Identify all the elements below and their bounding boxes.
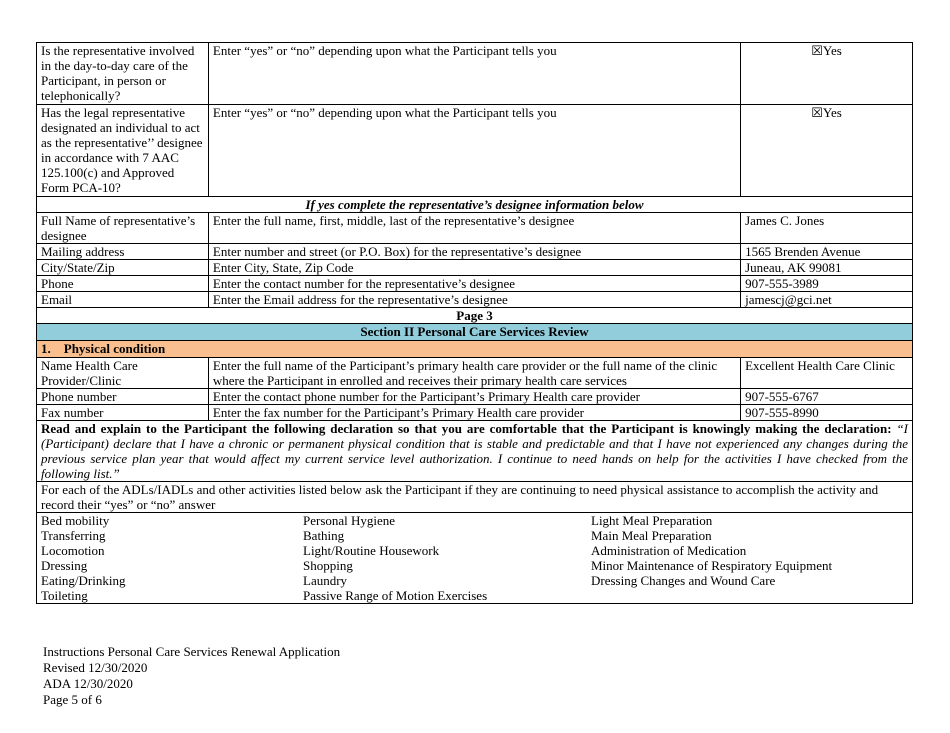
designee-label-name: Full Name of representative’s designee [37, 213, 209, 244]
table-row [37, 405, 913, 421]
health-label-phone: Phone number [37, 389, 209, 405]
designee-instruction-city: Enter City, State, Zip Code [208, 260, 740, 276]
list-item[interactable]: Light Meal Preparation [591, 513, 713, 528]
activities-column-2 [303, 513, 487, 603]
list-item[interactable]: Main Meal Preparation [591, 528, 712, 543]
list-item[interactable]: Dressing Changes and Wound Care [591, 573, 776, 588]
list-item[interactable]: Laundry [303, 573, 348, 588]
renewal-form-table [36, 42, 913, 604]
designee-value-city[interactable]: Juneau, AK 99081 [741, 260, 913, 276]
designee-label-email: Email [37, 292, 209, 308]
designee-label-city: City/State/Zip [37, 260, 209, 276]
designee-instruction-name: Enter the full name, first, middle, last of the representative’s designee [208, 213, 740, 244]
list-item[interactable]: Dressing [41, 558, 88, 573]
declaration-quote: “I (Participant) declare that I have a chronic or permanent physical condition that is stable and predictable and that I have not experienced any changes during the previous service plan year that would affect my current service level authorization. I continue to need hands on help for the activities I have checked from the following list.” [41, 421, 909, 481]
table-row [37, 421, 913, 482]
health-label-provider: Name Health Care Provider/Clinic [37, 358, 209, 389]
list-item[interactable]: Eating/Drinking [41, 573, 126, 588]
declaration-block [37, 421, 913, 482]
health-instruction-fax: Enter the fax number for the Participant’s Primary Health care provider [208, 405, 740, 421]
list-item[interactable]: Bathing [303, 528, 345, 543]
table-row [37, 197, 913, 213]
health-instruction-phone: Enter the contact phone number for the Participant’s Primary Health care provider [208, 389, 740, 405]
list-item[interactable]: Locomotion [41, 543, 105, 558]
subsection-title: 1. Physical condition [37, 341, 913, 358]
list-item[interactable]: Personal Hygiene [303, 513, 396, 528]
list-item[interactable]: Bed mobility [41, 513, 110, 528]
table-row [37, 213, 913, 244]
designee-value-email[interactable]: jamescj@gci.net [741, 292, 913, 308]
designee-value-phone[interactable]: 907-555-3989 [741, 276, 913, 292]
footer-doc-title: Instructions Personal Care Services Renewal Application [43, 644, 341, 659]
rep-instruction-2: Enter “yes” or “no” depending upon what the Participant tells you [208, 105, 740, 197]
designee-value-name[interactable]: James C. Jones [741, 213, 913, 244]
table-row [37, 324, 913, 341]
activities-instruction: For each of the ADLs/IADLs and other activities listed below ask the Participant if they are continuing to need physical assistance to accomplish the activity and record their “yes” or “no” answer [37, 482, 913, 513]
table-row [37, 105, 913, 197]
health-value-fax[interactable]: 907-555-8990 [741, 405, 913, 421]
designee-label-address: Mailing address [37, 244, 209, 260]
rep-question-1: Is the representative involved in the day-to-day care of the Participant, in person or telephonically? [37, 43, 209, 105]
table-row [37, 43, 913, 105]
activities-cell [37, 513, 913, 604]
rep-instruction-1: Enter “yes” or “no” depending upon what the Participant tells you [208, 43, 740, 105]
activities-column-1 [41, 513, 126, 603]
footer-page-number: Page 5 of 6 [43, 692, 102, 707]
designee-heading: If yes complete the representative’s designee information below [37, 197, 913, 213]
list-item[interactable]: Light/Routine Housework [303, 543, 440, 558]
page-label: Page 3 [37, 308, 913, 324]
list-item[interactable]: Minor Maintenance of Respiratory Equipment [591, 558, 833, 573]
page-footer [43, 644, 340, 708]
activities-column-3 [591, 513, 832, 588]
designee-instruction-address: Enter number and street (or P.O. Box) for the representative’s designee [208, 244, 740, 260]
table-row [37, 513, 913, 604]
rep-answer-1[interactable]: ☒Yes [741, 43, 913, 105]
designee-label-phone: Phone [37, 276, 209, 292]
table-row [37, 276, 913, 292]
table-row [37, 341, 913, 358]
activities-grid [41, 513, 908, 603]
list-item[interactable]: Passive Range of Motion Exercises [303, 588, 488, 603]
table-row [37, 244, 913, 260]
table-row [37, 260, 913, 276]
table-row [37, 308, 913, 324]
health-label-fax: Fax number [37, 405, 209, 421]
health-instruction-provider: Enter the full name of the Participant’s primary health care provider or the full name of the clinic where the Participant in enrolled and receives their primary health care services [208, 358, 740, 389]
section-title: Section II Personal Care Services Review [37, 324, 913, 341]
health-value-phone[interactable]: 907-555-6767 [741, 389, 913, 405]
table-row [37, 389, 913, 405]
table-row [37, 358, 913, 389]
designee-instruction-phone: Enter the contact number for the representative’s designee [208, 276, 740, 292]
table-row [37, 292, 913, 308]
list-item[interactable]: Administration of Medication [591, 543, 747, 558]
footer-revised: Revised 12/30/2020 [43, 660, 148, 675]
list-item[interactable]: Transferring [41, 528, 106, 543]
designee-instruction-email: Enter the Email address for the representative’s designee [208, 292, 740, 308]
table-row [37, 482, 913, 513]
list-item[interactable]: Shopping [303, 558, 353, 573]
rep-question-2: Has the legal representative designated an individual to act as the representative’’ designee in accordance with 7 AAC 125.100(c) and Approved Form PCA-10? [37, 105, 209, 197]
list-item[interactable]: Toileting [41, 588, 88, 603]
footer-ada: ADA 12/30/2020 [43, 676, 133, 691]
rep-answer-2[interactable]: ☒Yes [741, 105, 913, 197]
designee-value-address[interactable]: 1565 Brenden Avenue [741, 244, 913, 260]
health-value-provider[interactable]: Excellent Health Care Clinic [741, 358, 913, 389]
declaration-lead: Read and explain to the Participant the following declaration so that you are comfortable that the Participant is knowingly making the declaration: [41, 421, 892, 436]
